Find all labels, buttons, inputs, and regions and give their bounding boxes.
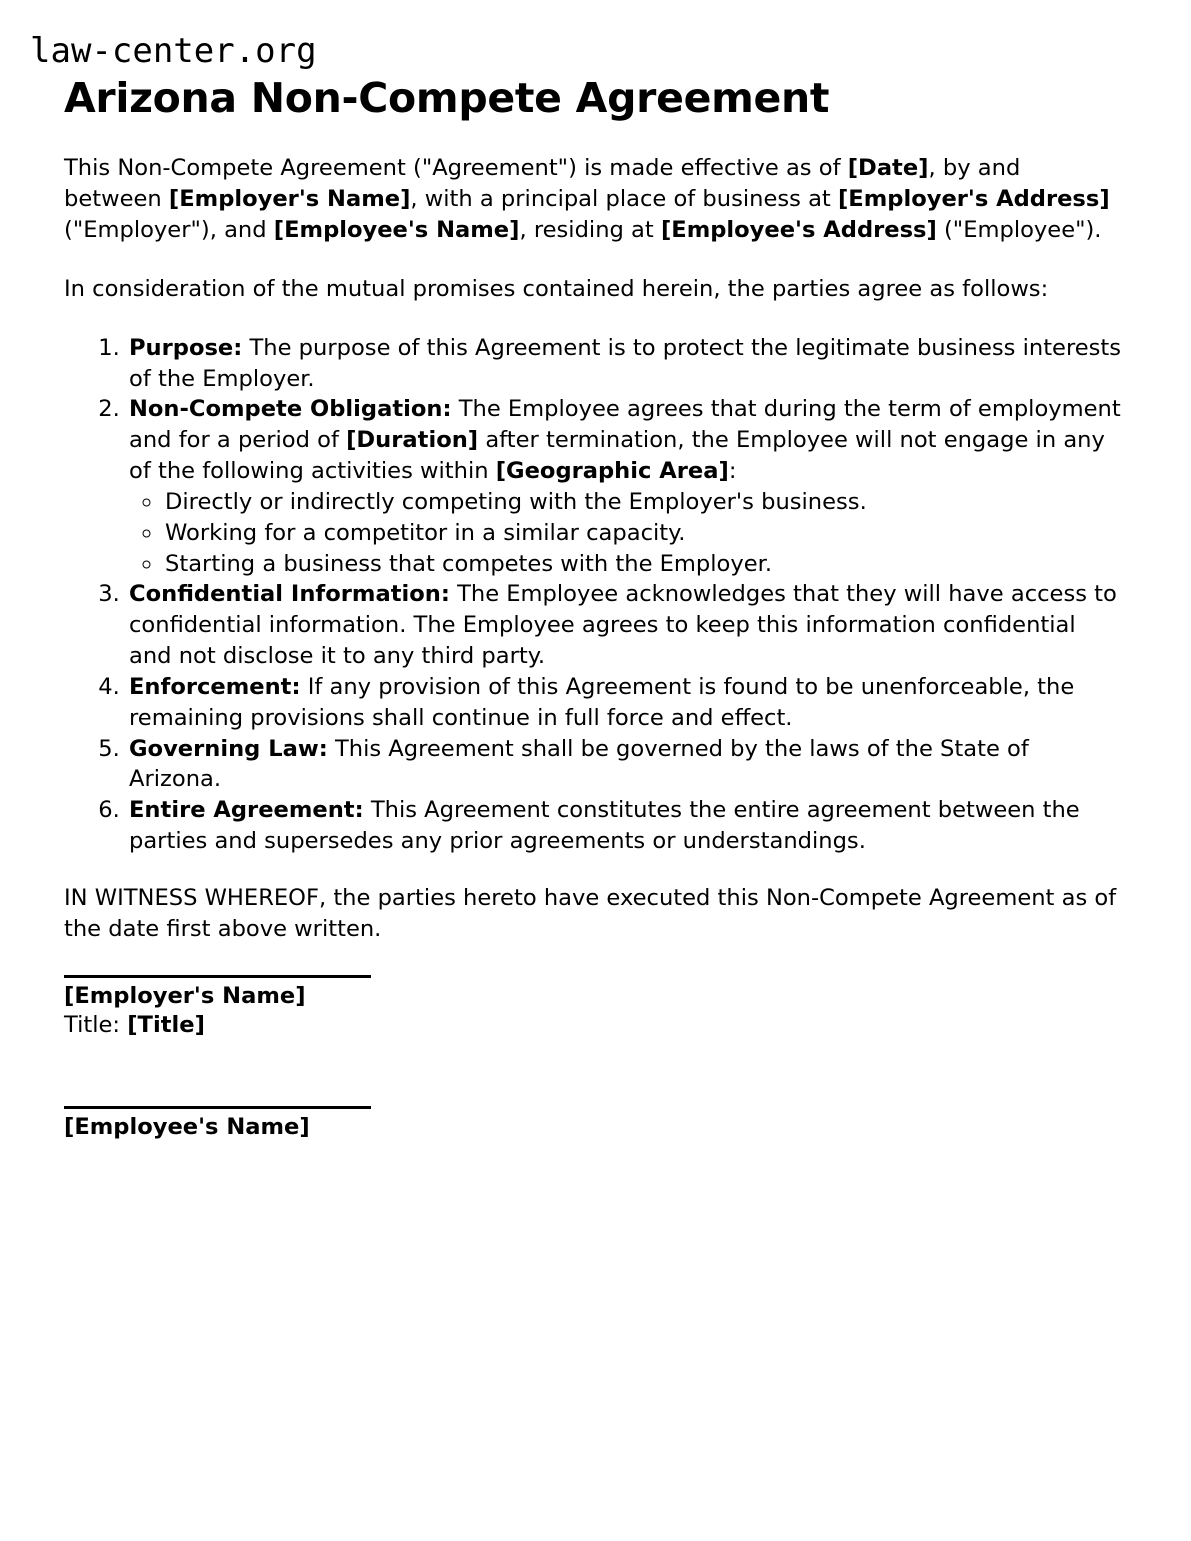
clause-heading-purpose: Purpose:: [129, 334, 243, 361]
employee-signature-line: [64, 1106, 371, 1109]
restricted-activities-list: [129, 487, 1125, 579]
clause-item-enforcement: [127, 672, 1125, 734]
intro-text-c: , with a principal place of business at: [410, 186, 838, 213]
consideration-paragraph: In consideration of the mutual promises contained herein, the parties agree as follows:: [64, 275, 1049, 302]
clause-text-a: The Employee agrees that during the term of employment and for a period of: [129, 396, 1121, 454]
intro-text-f: ("Employee").: [936, 217, 1102, 244]
placeholder-employer-address: [Employer's Address]: [837, 186, 1110, 213]
clause-text-governing-law: This Agreement shall be governed by the laws of the State of Arizona.: [129, 735, 1029, 793]
clause-text-confidential-information: The Employee acknowledges that they will have access to confidential information. The Employee agrees to keep this information confidential and not disclose it to any third party.: [129, 581, 1117, 670]
intro-text-d: ("Employer"), and: [64, 217, 274, 244]
clause-heading-enforcement: Enforcement:: [129, 673, 301, 700]
intro-text-e: , residing at: [519, 217, 661, 244]
placeholder-employee-name: [Employee's Name]: [273, 217, 520, 244]
placeholder-employee-address: [Employee's Address]: [660, 217, 937, 244]
placeholder-geographic-area: [Geographic Area]: [495, 458, 729, 485]
placeholder-title: [Title]: [127, 1011, 205, 1038]
signature-spacer: [64, 1040, 1125, 1076]
employer-signature-line: [64, 975, 371, 978]
employee-signature-block: [64, 1106, 1125, 1142]
witness-paragraph: IN WITNESS WHEREOF, the parties hereto have executed this Non-Compete Agreement as of the date first above written.: [64, 884, 1117, 942]
employer-signature-block: [64, 975, 1125, 1040]
clause-item-purpose: [127, 333, 1125, 395]
clause-heading-entire-agreement: Entire Agreement:: [129, 797, 364, 824]
placeholder-employer-name: [Employer's Name]: [168, 186, 411, 213]
intro-text-b: , by and between: [64, 155, 1021, 213]
employer-signature-title: [64, 1011, 1125, 1040]
intro-paragraph: [64, 153, 1125, 245]
document-body: [0, 153, 1191, 1141]
intro-text-a: This Non-Compete Agreement ("Agreement") is made effective as of: [64, 155, 848, 182]
placeholder-duration: [Duration]: [346, 427, 479, 454]
clause-heading-confidential-information: Confidential Information:: [129, 581, 450, 608]
clause-text-c: :: [728, 458, 737, 485]
clause-text-purpose: The purpose of this Agreement is to protect the legitimate business interests of the Employer.: [129, 334, 1122, 392]
clause-item-entire-agreement: [127, 795, 1125, 857]
placeholder-date: [Date]: [847, 155, 929, 182]
clause-text-enforcement: If any provision of this Agreement is found to be unenforceable, the remaining provisions shall continue in full force and effect.: [129, 673, 1075, 731]
clause-text-b: after termination, the Employee will not engage in any of the following activities within: [129, 427, 1105, 485]
site-wordmark: law-center.org: [30, 31, 317, 71]
clause-heading-governing-law: Governing Law:: [129, 735, 328, 762]
clause-item-governing-law: [127, 734, 1125, 796]
list-item: ◦ Directly or indirectly competing with the Employer's business.: [163, 487, 1125, 518]
list-item: ◦ Working for a competitor in a similar capacity.: [163, 518, 1125, 549]
clause-list: [64, 333, 1125, 857]
clause-item-non-compete-obligation: [127, 394, 1125, 579]
list-item: ◦ Starting a business that competes with the Employer.: [163, 549, 1125, 580]
employee-signature-name: [Employee's Name]: [64, 1113, 310, 1140]
page-title: Arizona Non-Compete Agreement: [64, 74, 830, 123]
title-label: Title:: [64, 1011, 128, 1038]
clause-item-confidential-information: [127, 579, 1125, 671]
employer-signature-name: [Employer's Name]: [64, 982, 306, 1009]
clause-heading-non-compete-obligation: Non-Compete Obligation:: [129, 396, 452, 423]
clause-text-entire-agreement: This Agreement constitutes the entire agreement between the parties and supersedes any prior agreements or understandings.: [129, 797, 1080, 855]
